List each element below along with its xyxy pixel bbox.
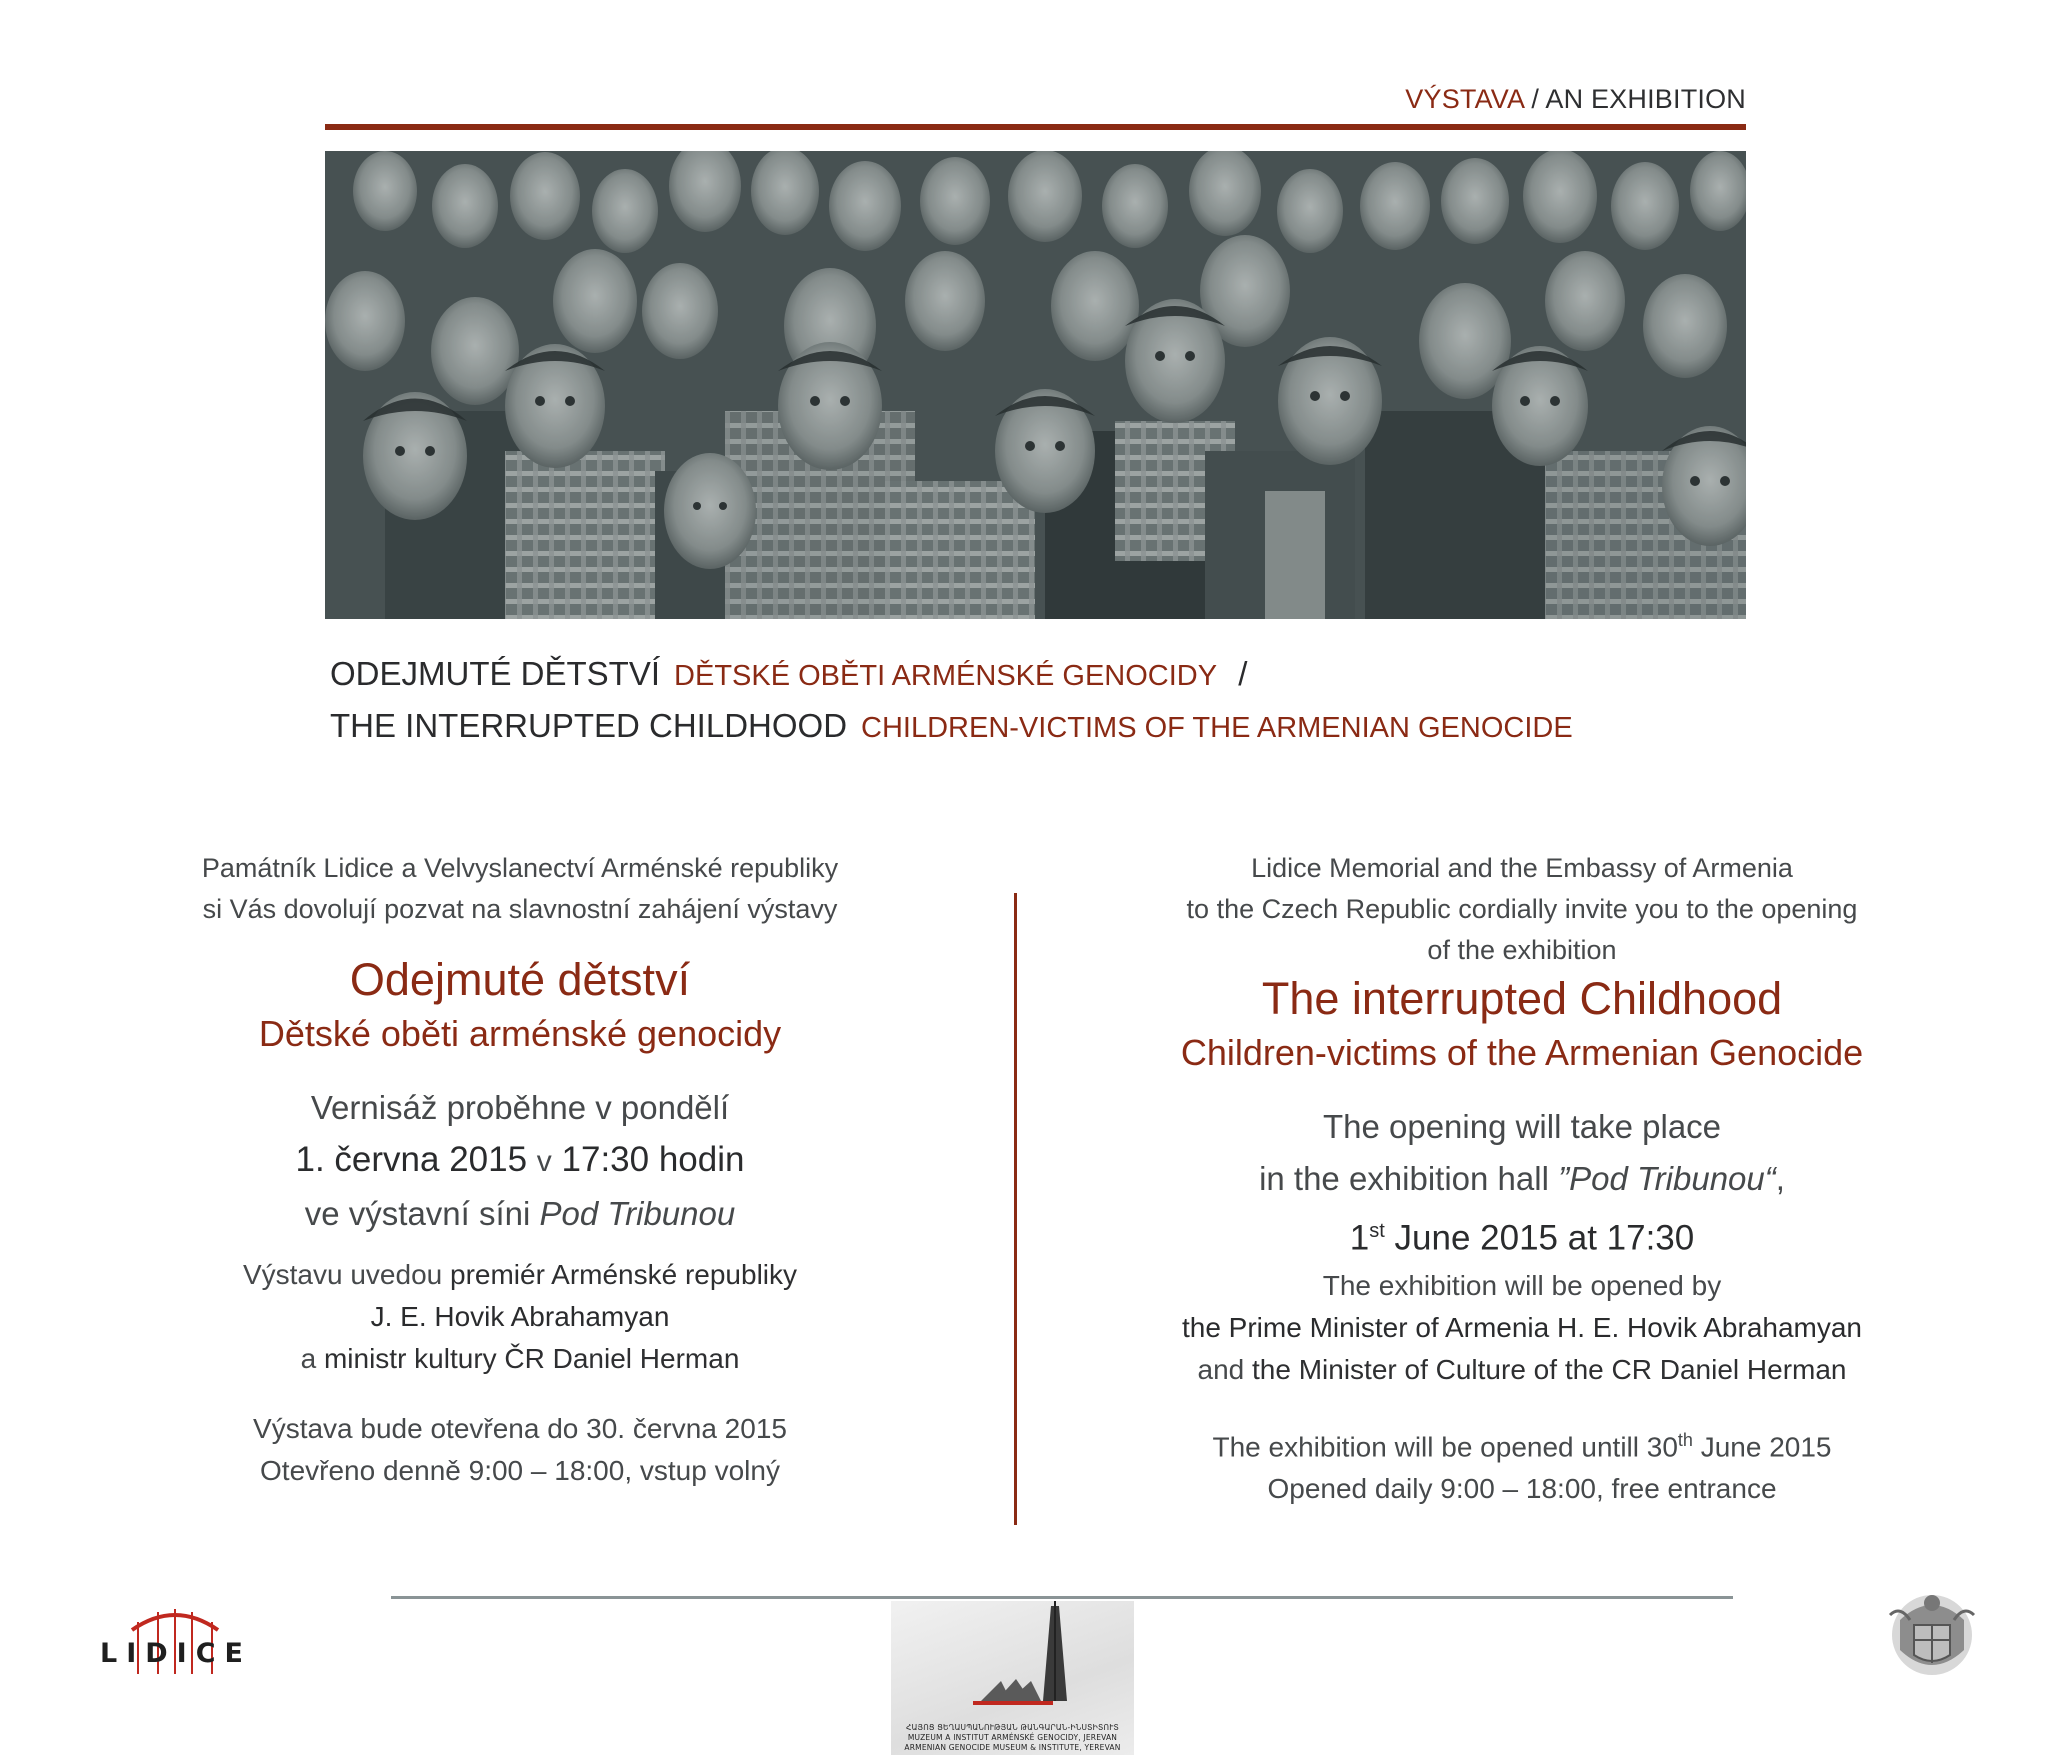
exhibition-label-cz: VÝSTAVA (1405, 84, 1524, 114)
opened-by-premier: premiér Arménské republiky (450, 1259, 798, 1290)
intro-line-2: si Vás dovolují pozvat na slavnostní zahájení výstavy (202, 894, 838, 924)
date-suffix: st (1369, 1220, 1385, 1242)
column-divider (1014, 893, 1017, 1525)
venue-name: Pod Tribunou (539, 1195, 736, 1232)
armenia-coat-of-arms-icon (1880, 1585, 1985, 1690)
date-rest: June 2015 at 17:30 (1384, 1218, 1695, 1258)
footer-rule (391, 1596, 1733, 1599)
header-rule (325, 124, 1746, 130)
opening-hours-en: Opened daily 9:00 – 18:00, free entrance (1267, 1472, 1777, 1504)
opened-by-minister-en: the Minister of Culture of the CR Daniel Herman (1252, 1353, 1847, 1385)
opening-time: 17:30 hodin (561, 1140, 745, 1179)
opening-line-1-en: The opening will take place (1322, 1108, 1722, 1145)
intro-line-1: Památník Lidice a Velvyslanectví Arménské republiky (201, 853, 839, 883)
open-until-cz: Výstava bude otevřena do 30. června 2015 (253, 1413, 787, 1444)
invitation-english (1092, 848, 1952, 1510)
intro-line-1: Lidice Memorial and the Embassy of Armenia (1251, 853, 1793, 883)
opened-by-and-en: and (1197, 1353, 1253, 1385)
title-line-english (330, 707, 1573, 745)
museum-logo-caption (891, 1723, 1134, 1753)
title-sub-cz: DĚTSKÉ OBĚTI ARMÉNSKÉ GENOCIDY (674, 660, 1218, 692)
exhibition-label-en: AN EXHIBITION (1545, 84, 1746, 114)
opened-by-minister: ministr kultury ČR Daniel Herman (323, 1343, 740, 1374)
opening-date: 1. června 2015 (295, 1140, 528, 1179)
opened-by-line-1-en: The exhibition will be opened by (1322, 1269, 1722, 1301)
venue-comma: , (1775, 1160, 1785, 1197)
open-until-en (1092, 1419, 1952, 1468)
opening-date-en (1092, 1205, 1952, 1265)
venue-name-en: ”Pod Tribunou“ (1558, 1160, 1776, 1197)
opened-by-name: J. E. Hovik Abrahamyan (370, 1301, 670, 1332)
opened-by-and: a (300, 1343, 324, 1374)
exhibition-label (1405, 84, 1746, 115)
historical-photo-children (325, 151, 1746, 619)
until-post: June 2015 (1692, 1430, 1832, 1462)
opening-venue-en (1092, 1153, 1952, 1205)
until-suffix: th (1677, 1429, 1693, 1450)
opening-date-cz (135, 1134, 905, 1188)
date-day: 1 (1349, 1218, 1370, 1258)
genocide-museum-logo (891, 1601, 1134, 1755)
exhibition-subtitle-cz: Dětské oběti arménské genocidy (258, 1013, 782, 1054)
lidice-logo-text: LIDICE (100, 1638, 252, 1669)
exhibition-title-cz: Odejmuté dětství (349, 954, 691, 1005)
title-line-czech (330, 655, 1247, 693)
opening-v: v (536, 1145, 552, 1178)
lidice-logo (100, 1600, 250, 1674)
museum-name-armenian: ՀԱՅՈՑ ՑԵՂԱՍՊԱՆՈՒԹՅԱՆ ԹԱՆԳԱՐԱՆ-ԻՆՍՏԻՏՈՒՏ (906, 1723, 1119, 1732)
exhibition-title-en: The interrupted Childhood (1261, 973, 1783, 1024)
title-sub-en: CHILDREN-VICTIMS OF THE ARMENIAN GENOCIDE (861, 712, 1573, 744)
exhibition-label-separator: / (1523, 84, 1546, 114)
opened-by-line-2-en: the Prime Minister of Armenia H. E. Hovik Abrahamyan (1181, 1311, 1863, 1343)
museum-name-czech: MUZEUM A INSTITUT ARMÉNSKÉ GENOCIDY, JEREVAN (907, 1733, 1118, 1742)
title-slash: / (1238, 655, 1248, 692)
opening-line-1: Vernisáž proběhne v pondělí (310, 1089, 730, 1126)
museum-name-english: ARMENIAN GENOCIDE MUSEUM & INSTITUTE, YEREVAN (904, 1743, 1121, 1752)
intro-line-2: to the Czech Republic cordially invite you to the opening (1186, 894, 1858, 924)
venue-prefix: ve výstavní síni (304, 1195, 540, 1232)
intro-line-3: of the exhibition (1427, 935, 1617, 965)
opening-hours-cz: Otevřeno denně 9:00 – 18:00, vstup volný (260, 1455, 780, 1486)
exhibition-subtitle-en: Children-victims of the Armenian Genocide (1180, 1032, 1864, 1073)
invitation-czech (135, 848, 905, 1492)
opened-by-prefix: Výstavu uvedou (242, 1259, 450, 1290)
until-prefix: The exhibition will be opened untill 30 (1212, 1430, 1678, 1462)
title-main-en: THE INTERRUPTED CHILDHOOD (330, 707, 848, 744)
title-main-cz: ODEJMUTÉ DĚTSTVÍ (330, 655, 661, 692)
opening-venue-cz (135, 1188, 905, 1240)
venue-prefix-en: in the exhibition hall (1259, 1160, 1559, 1197)
